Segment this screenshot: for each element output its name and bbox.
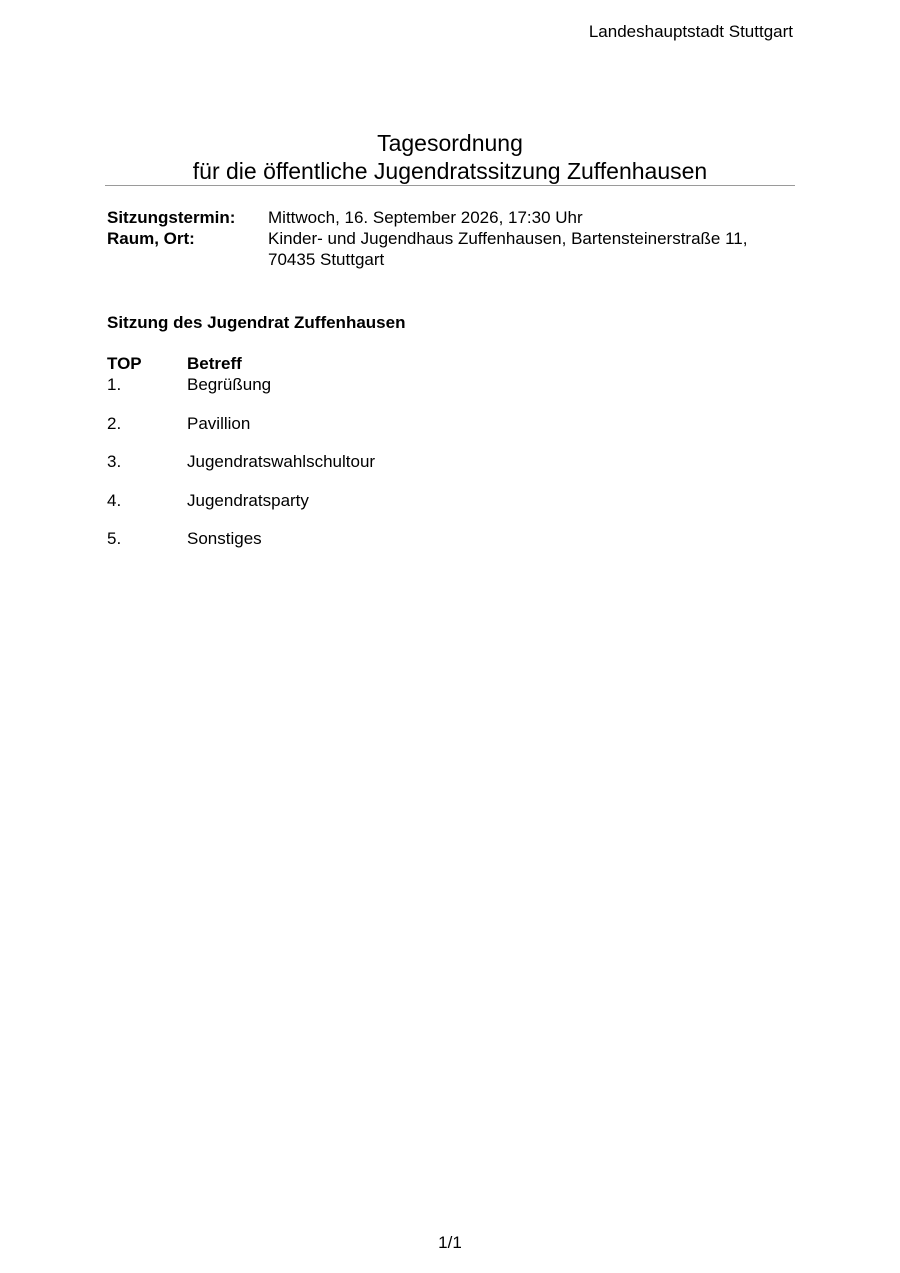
agenda-item-subject: Begrüßung	[187, 375, 272, 394]
agenda-item	[107, 413, 707, 452]
agenda-item	[107, 528, 707, 567]
agenda-item-number: 3.	[107, 452, 122, 471]
meeting-place-value	[268, 228, 797, 270]
meeting-place-label: Raum, Ort:	[107, 229, 195, 248]
meeting-place-row	[107, 228, 797, 270]
section-heading: Sitzung des Jugendrat Zuffenhausen	[107, 313, 406, 332]
agenda-item-subject: Jugendratswahlschultour	[187, 452, 376, 471]
meeting-date-row	[107, 207, 797, 228]
title-line-2: für die öffentliche Jugendratssitzung Zuffenhausen	[192, 158, 708, 184]
agenda-item-number: 5.	[107, 529, 122, 548]
agenda-item-number: 4.	[107, 490, 122, 510]
meeting-place-line-2: 70435 Stuttgart	[268, 250, 385, 269]
meeting-date-label: Sitzungstermin:	[107, 208, 236, 227]
meeting-details	[107, 207, 797, 270]
agenda-header-top: TOP	[107, 354, 142, 373]
agenda-item-subject: Jugendratsparty	[187, 490, 309, 510]
agenda-item	[107, 490, 707, 529]
agenda-item-number: 1.	[107, 375, 122, 394]
agenda-header-subject: Betreff	[187, 354, 242, 373]
agenda-header-row	[107, 353, 707, 374]
title-line-1: Tagesordnung	[377, 130, 523, 156]
agenda-item-subject: Pavillion	[187, 413, 251, 433]
document-title	[105, 129, 795, 185]
agenda-item	[107, 451, 707, 490]
agenda-table	[107, 353, 707, 567]
page-number: 1/1	[438, 1233, 462, 1252]
agenda-item	[107, 374, 707, 413]
title-divider	[105, 185, 795, 186]
meeting-date-value: Mittwoch, 16. September 2026, 17:30 Uhr	[268, 208, 583, 227]
meeting-place-line-1: Kinder- und Jugendhaus Zuffenhausen, Bartensteinerstraße 11,	[268, 229, 748, 248]
agenda-item-subject: Sonstiges	[187, 529, 262, 548]
organization-name: Landeshauptstadt Stuttgart	[588, 22, 793, 41]
agenda-item-number: 2.	[107, 413, 122, 433]
